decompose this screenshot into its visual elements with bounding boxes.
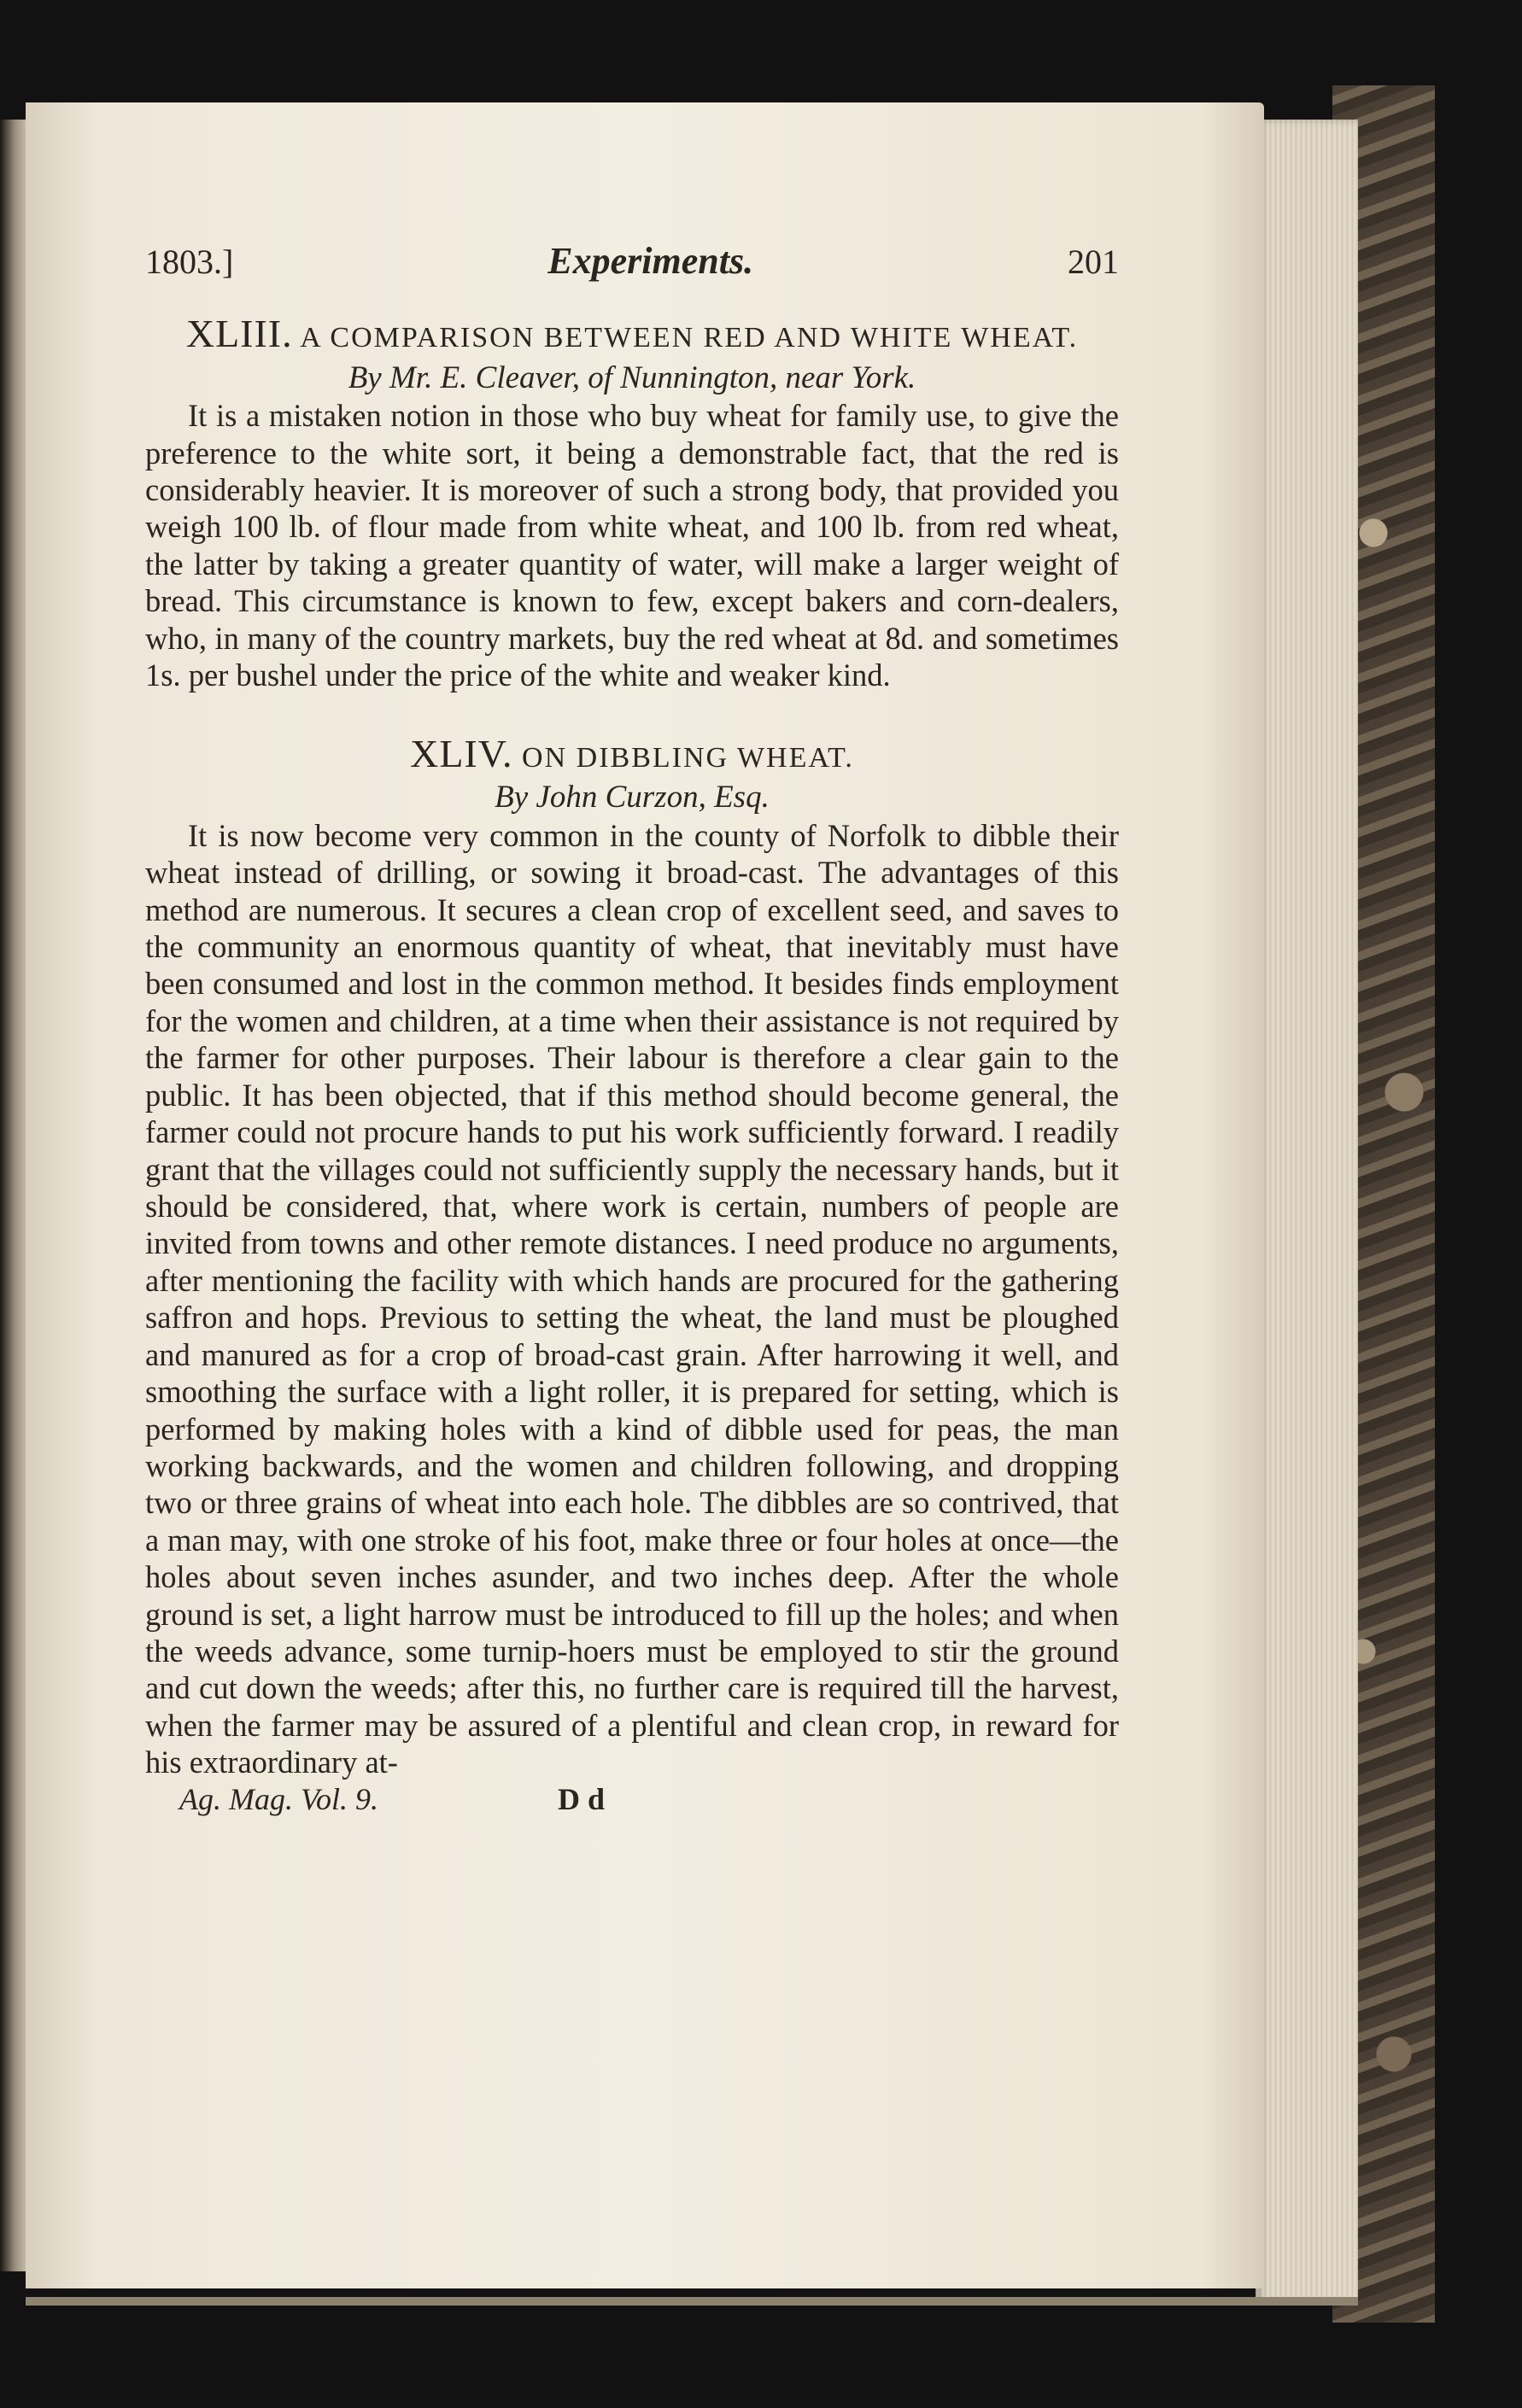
page-fore-edge — [1256, 120, 1358, 2306]
article-byline: By John Curzon, Esq. — [495, 780, 770, 815]
left-page-edge — [0, 120, 27, 2271]
article-title: ON DIBBLING WHEAT. — [522, 741, 854, 774]
article-number: XLIII. — [185, 312, 293, 355]
signature-mark: D d — [557, 1781, 606, 1816]
article-number: XLIV. — [410, 731, 513, 775]
article-body: It is a mistaken notion in those who buy wheat for family use, to give the preference to the white sort, it being a demonstrable fact, that the red is considerably heavier. It is moreover of such a strong body, that provided you weigh 100 lb. of flour made from white wheat, and 100 lb. from red wheat, the latter by taking a greater quantity of water, will make a larger weight of bread. This circumstance is known to few, except bakers and corn-dealers, who, in many of the country markets, buy the red wheat at 8d. and sometimes 1s. per bushel under the price of the white and weaker kind. — [145, 398, 1119, 693]
page-number: 201 — [1068, 243, 1119, 281]
signature-line: Ag. Mag. Vol. 9. — [179, 1781, 378, 1816]
running-head-title: Experiments. — [547, 240, 754, 282]
article-heading — [145, 308, 1119, 359]
book-bottom-edge — [26, 2297, 1358, 2306]
page-footer — [145, 1781, 1119, 1817]
article-body: It is now become very common in the county of Norfolk to dibble their wheat instead of drilling, or sowing it broad-cast. The advantages of this method are numerous. It secures a clean crop of excellent seed, and saves to the community an enormous quantity of wheat, that inevitably must have been consumed and lost in the common method. It besides finds employment for the women and children, at a time when their assistance is not required by the farmer for other purposes. Their labour is therefore a clear gain to the public. It has been objected, that if this method should become general, the farmer could not procure hands to put his work sufficiently forward. I readily grant that the villages could not sufficiently supply the necessary hands, but it should be considered, that, where work is certain, numbers of people are invited from towns and other remote distances. I need produce no arguments, after mentioning the facility with which hands are procured for the gathering saffron and hops. Previous to setting the wheat, the land must be ploughed and manured as for a crop of broad-cast grain. After harrowing it well, and smoothing the surface with a light roller, it is prepared for setting, which is performed by making holes with a kind of dibble used for peas, the man working backwards, and the women and children following, and dropping two or three grains of wheat into each hole. The dibbles are so contrived, that a man may, with one stroke of his foot, make three or four holes at once—the holes about seven inches asunder, and two inches deep. After the whole ground is set, a light harrow must be introduced to fill up the holes; and when the weeds advance, some turnip-hoers must be employed to stir the ground and cut down the weeds; after this, no further care is required till the harvest, when the farmer may be assured of a plentiful and clean crop, in reward for his extraordinary at- — [145, 817, 1119, 1780]
article-xliii — [145, 308, 1119, 694]
book-page — [26, 102, 1264, 2288]
article-heading — [145, 728, 1119, 780]
running-head — [145, 239, 1119, 283]
running-head-year: 1803.] — [145, 243, 234, 281]
article-xliv — [145, 728, 1119, 1781]
page-content — [145, 239, 1119, 1817]
article-title: A COMPARISON BETWEEN RED AND WHITE WHEAT. — [300, 322, 1079, 354]
article-byline: By Mr. E. Cleaver, of Nunnington, near York. — [348, 359, 916, 395]
